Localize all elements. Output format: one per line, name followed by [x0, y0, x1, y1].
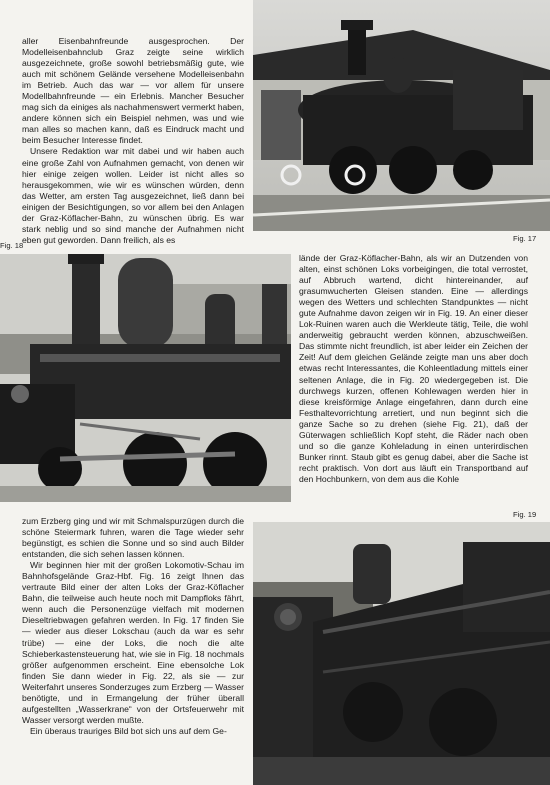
photo-fig19-rusted-locomotives	[253, 522, 550, 785]
paragraph: zum Erzberg ging und wir mit Schmalspurzügen durch die schöne Steiermark fuhren, waren die Tage wieder sehr begünstigt, es schien die Sonne und so sind auch Bilder entstanden, die sich sehen lassen können.	[22, 516, 244, 560]
text-column-bottom-left	[22, 516, 244, 737]
text-column-top-left	[22, 36, 244, 246]
photo-fig17-locomotive	[253, 0, 550, 231]
paragraph: aller Eisenbahnfreunde ausgesprochen. Der Modelleisenbahnclub Graz zeigte seine wirklich ausgezeichnete, große sowohl betriebsmäßig gute, wie auch mit schönem Gelände versehene Modelleisenbahn im Betrieb. Auch das war — vor allem für unsere Modellbahnfreunde — ein Erlebnis. Mancher Besucher mag sich da einiges als nachahmenswert vermerkt haben, andere können sich ein Beispiel nehmen, was und wie man alles so machen kann, daß es Eindruck macht und beim Besucher Interesse findet.	[22, 36, 244, 146]
caption-fig18: Fig. 18	[0, 241, 24, 250]
text-column-middle-right	[299, 253, 528, 485]
caption-fig19: Fig. 19	[513, 510, 537, 519]
photo-fig18-locomotive-valve-gear	[0, 254, 291, 502]
paragraph: lände der Graz-Köflacher-Bahn, als wir an Dutzenden von alten, einst schönen Loks vorbeigingen, die total verrostet, auf Abbruch wartend, dicht hintereinander, auf grasumwucherten Gleisen standen. Eine — allerdings wegen des Wetters und schlechten Standpunktes — nicht gute Aufnahme davon zeigen wir in Fig. 19. An einer dieser Lok-Ruinen waren auch die Werkleute tätig, Teile, die wohl anderweitig gebraucht werden können, abzuschweißen. Das stimmte nicht freundlich, ist aber leider ein Zeichen der Zeit! Auf dem gleichen Gelände zeigte man uns aber doch etwas recht Interessantes, die Kohleentladung mittels einer seltenen Anlage, die in Fig. 20 wiedergegeben ist. Die durchwegs kurzen, offenen Kohlewagen werden hier in diese kreisförmige Anlage eingefahren, dann durch eine Festhaltevorrichtung arretiert, und nun beginnt sich die ganze Sache so zu drehen (siehe Fig. 21), daß der Güterwagen schließlich Kopf steht, die Räder nach oben und so die ganze Kohleladung in einen unterirdischen Bunker rinnt. Staub gibt es genug dabei, aber die Sache ist recht praktisch. Von dort aus läuft ein Transportband auf den Hochbunkern, von dem aus die Kohle	[299, 253, 528, 484]
paragraph: Wir beginnen hier mit der großen Lokomotiv-Schau im Bahnhofsgelände Graz-Hbf. Fig. 16 zeigt Ihnen das vertraute Bild einer der alten Loks der Graz-Köflacher Bahn, die teilweise auch heute noch mit Dampfloks fährt, wenn auch die Personenzüge vielfach mit modernen Dieseltriebwagen gefahren werden. In Fig. 17 finden Sie — wieder aus dieser Lokschau (auch da war es sehr trübe) — eine der Loks, die noch die alte Schieberkastensteuerung hat, wie sie in Fig. 18 nochmals größer aufgenommen erscheint. Eine ebensolche Lok finden Sie dann wieder in Fig. 22, als sie — zur Weiterfahrt unseres Sonderzuges zum Erzberg — Wasser benötigte, und in Ermangelung der früher überall aufgestellten „Wasserkrane“ von der Ortsfeuerwehr mit Wasser versorgt werden mußte.	[22, 560, 244, 725]
paragraph: Ein überaus trauriges Bild bot sich uns auf dem Ge-	[30, 725, 227, 736]
caption-fig17: Fig. 17	[513, 234, 537, 243]
paragraph: Unsere Redaktion war mit dabei und wir haben auch eine große Zahl von Aufnahmen gemacht, von denen wir hier einige zeigen wollen. Leider ist nicht alles so herausgekommen, wie wir es wünschen würden, denn das Wetter, am ersten Tag ausgezeichnet, ließ dann bei einigen der Besichtigungen, so vor allem bei den Anlagen der Graz-Köflacher-Bahn, zu wünschen übrig. Es war stark neblig und so sind manche der Aufnahmen nicht eben gut geworden. Dann freilich, als es	[22, 146, 244, 245]
